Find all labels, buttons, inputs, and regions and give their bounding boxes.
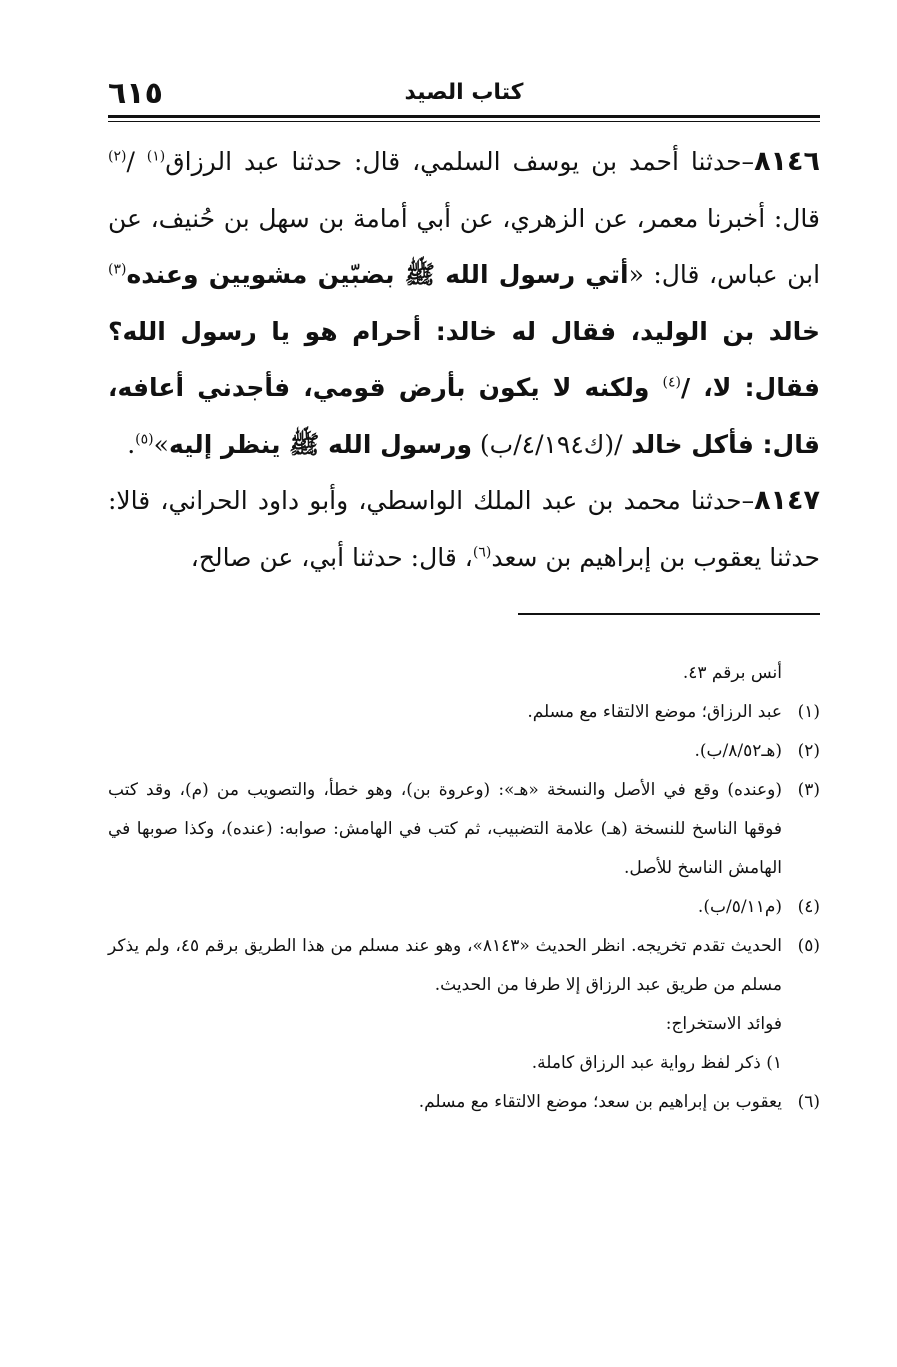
footnote-ref: (٤) bbox=[662, 374, 681, 391]
hadith-number: ٨١٤٧ bbox=[754, 485, 820, 516]
main-text bbox=[108, 134, 820, 586]
quote-close: » bbox=[153, 429, 169, 459]
footnotes bbox=[108, 654, 820, 1122]
footnote-6 bbox=[108, 1083, 820, 1122]
footnote-3 bbox=[108, 771, 820, 888]
footnote-5-item: ١) ذكر لفظ رواية عبد الرزاق كاملة. bbox=[531, 1053, 782, 1073]
hadith-8147 bbox=[108, 473, 820, 586]
footnote-text: يعقوب بن إبراهيم بن سعد؛ موضع الالتقاء مع مسلم. bbox=[418, 1092, 782, 1112]
footnote-ref: (٣) bbox=[108, 261, 127, 278]
footnote-ref: (٦) bbox=[472, 544, 492, 561]
header-rule-thick bbox=[108, 115, 820, 118]
matn-text: ورسول الله ﷺ ينظر إليه bbox=[168, 429, 472, 459]
footnote-ref: (٥) bbox=[135, 431, 154, 448]
manuscript-ref: /(ك٤/١٩٤/ب) bbox=[471, 429, 623, 459]
footnote-marker: (٤) bbox=[797, 897, 820, 917]
hadith-number: ٨١٤٦ bbox=[754, 146, 820, 177]
period: . bbox=[127, 429, 136, 459]
footnote-5 bbox=[108, 927, 820, 1005]
hadith-8146 bbox=[108, 134, 820, 473]
footnote-2 bbox=[108, 732, 820, 771]
matn-text: ولكنه لا يكون بأرض قومي، فأجدني أعافه، قال: فأكل خالد bbox=[108, 373, 820, 459]
footnote-text: (وعنده) وقع في الأصل والنسخة «هـ»: (وعروة بن)، وهو خطأ، والتصويب من (م)، وقد كتب فوقها الناسخ للنسخة (هـ) علامة التضبيب، ثم كتب في الهامش: صوابه: (عنده)، وكذا صوبها في الهامش الناسخ للأصل. bbox=[108, 780, 782, 878]
footnote-ref: (١) bbox=[146, 148, 166, 165]
footnote-marker: (١) bbox=[797, 702, 820, 722]
isnad-text: –حدثنا محمد بن عبد الملك الواسطي، وأبو داود الحراني، قالا: حدثنا يعقوب بن إبراهيم بن سعد bbox=[108, 486, 820, 572]
page-number: ٦١٥ bbox=[108, 76, 163, 111]
isnad-text: / bbox=[126, 147, 147, 176]
book-title: كتاب الصيد bbox=[404, 80, 524, 105]
isnad-text: ، قال: حدثنا أبي، عن صالح، bbox=[190, 542, 473, 572]
footnote-separator bbox=[518, 613, 820, 615]
footnote-text: الحديث تقدم تخريجه. انظر الحديث «٨١٤٣»، وهو عند مسلم من هذا الطريق برقم ٤٥، ولم يذكر مسلم من طريق عبد الرزاق إلا طرفا من الحديث. bbox=[108, 936, 782, 995]
matn-text: خالد بن الوليد، فقال له خالد: أحرام هو يا رسول الله؟ فقال: لا، / bbox=[108, 316, 820, 402]
footnote-marker: (٥) bbox=[797, 936, 820, 956]
footnote-1 bbox=[108, 693, 820, 732]
footnote-carryover: أنس برقم ٤٣. bbox=[682, 663, 782, 683]
footnote-marker: (٣) bbox=[797, 780, 820, 800]
footnote-marker: (٦) bbox=[797, 1092, 820, 1112]
footnote-4 bbox=[108, 888, 820, 927]
footnote-text: (م٥/١١/ب). bbox=[697, 897, 782, 917]
page-header bbox=[108, 70, 820, 114]
header-rule-thin bbox=[108, 121, 820, 122]
footnote-text: (هـ٨/٥٢/ب). bbox=[694, 741, 782, 761]
footnote-5-subtitle: فوائد الاستخراج: bbox=[665, 1014, 782, 1034]
footnote-ref: (٢) bbox=[108, 148, 127, 165]
isnad-text: –حدثنا أحمد بن يوسف السلمي، قال: حدثنا عبد الرزاق bbox=[165, 147, 755, 176]
isnad-text: قال: أخبرنا معمر، عن الزهري، عن أبي أمامة بن سهل بن حُنيف، عن ابن عباس، قال: « bbox=[108, 203, 821, 289]
footnote-text: عبد الرزاق؛ موضع الالتقاء مع مسلم. bbox=[527, 702, 782, 722]
matn-text: أتي رسول الله ﷺ بضبّين مشويين وعنده bbox=[126, 260, 629, 289]
footnote-marker: (٢) bbox=[797, 741, 820, 761]
